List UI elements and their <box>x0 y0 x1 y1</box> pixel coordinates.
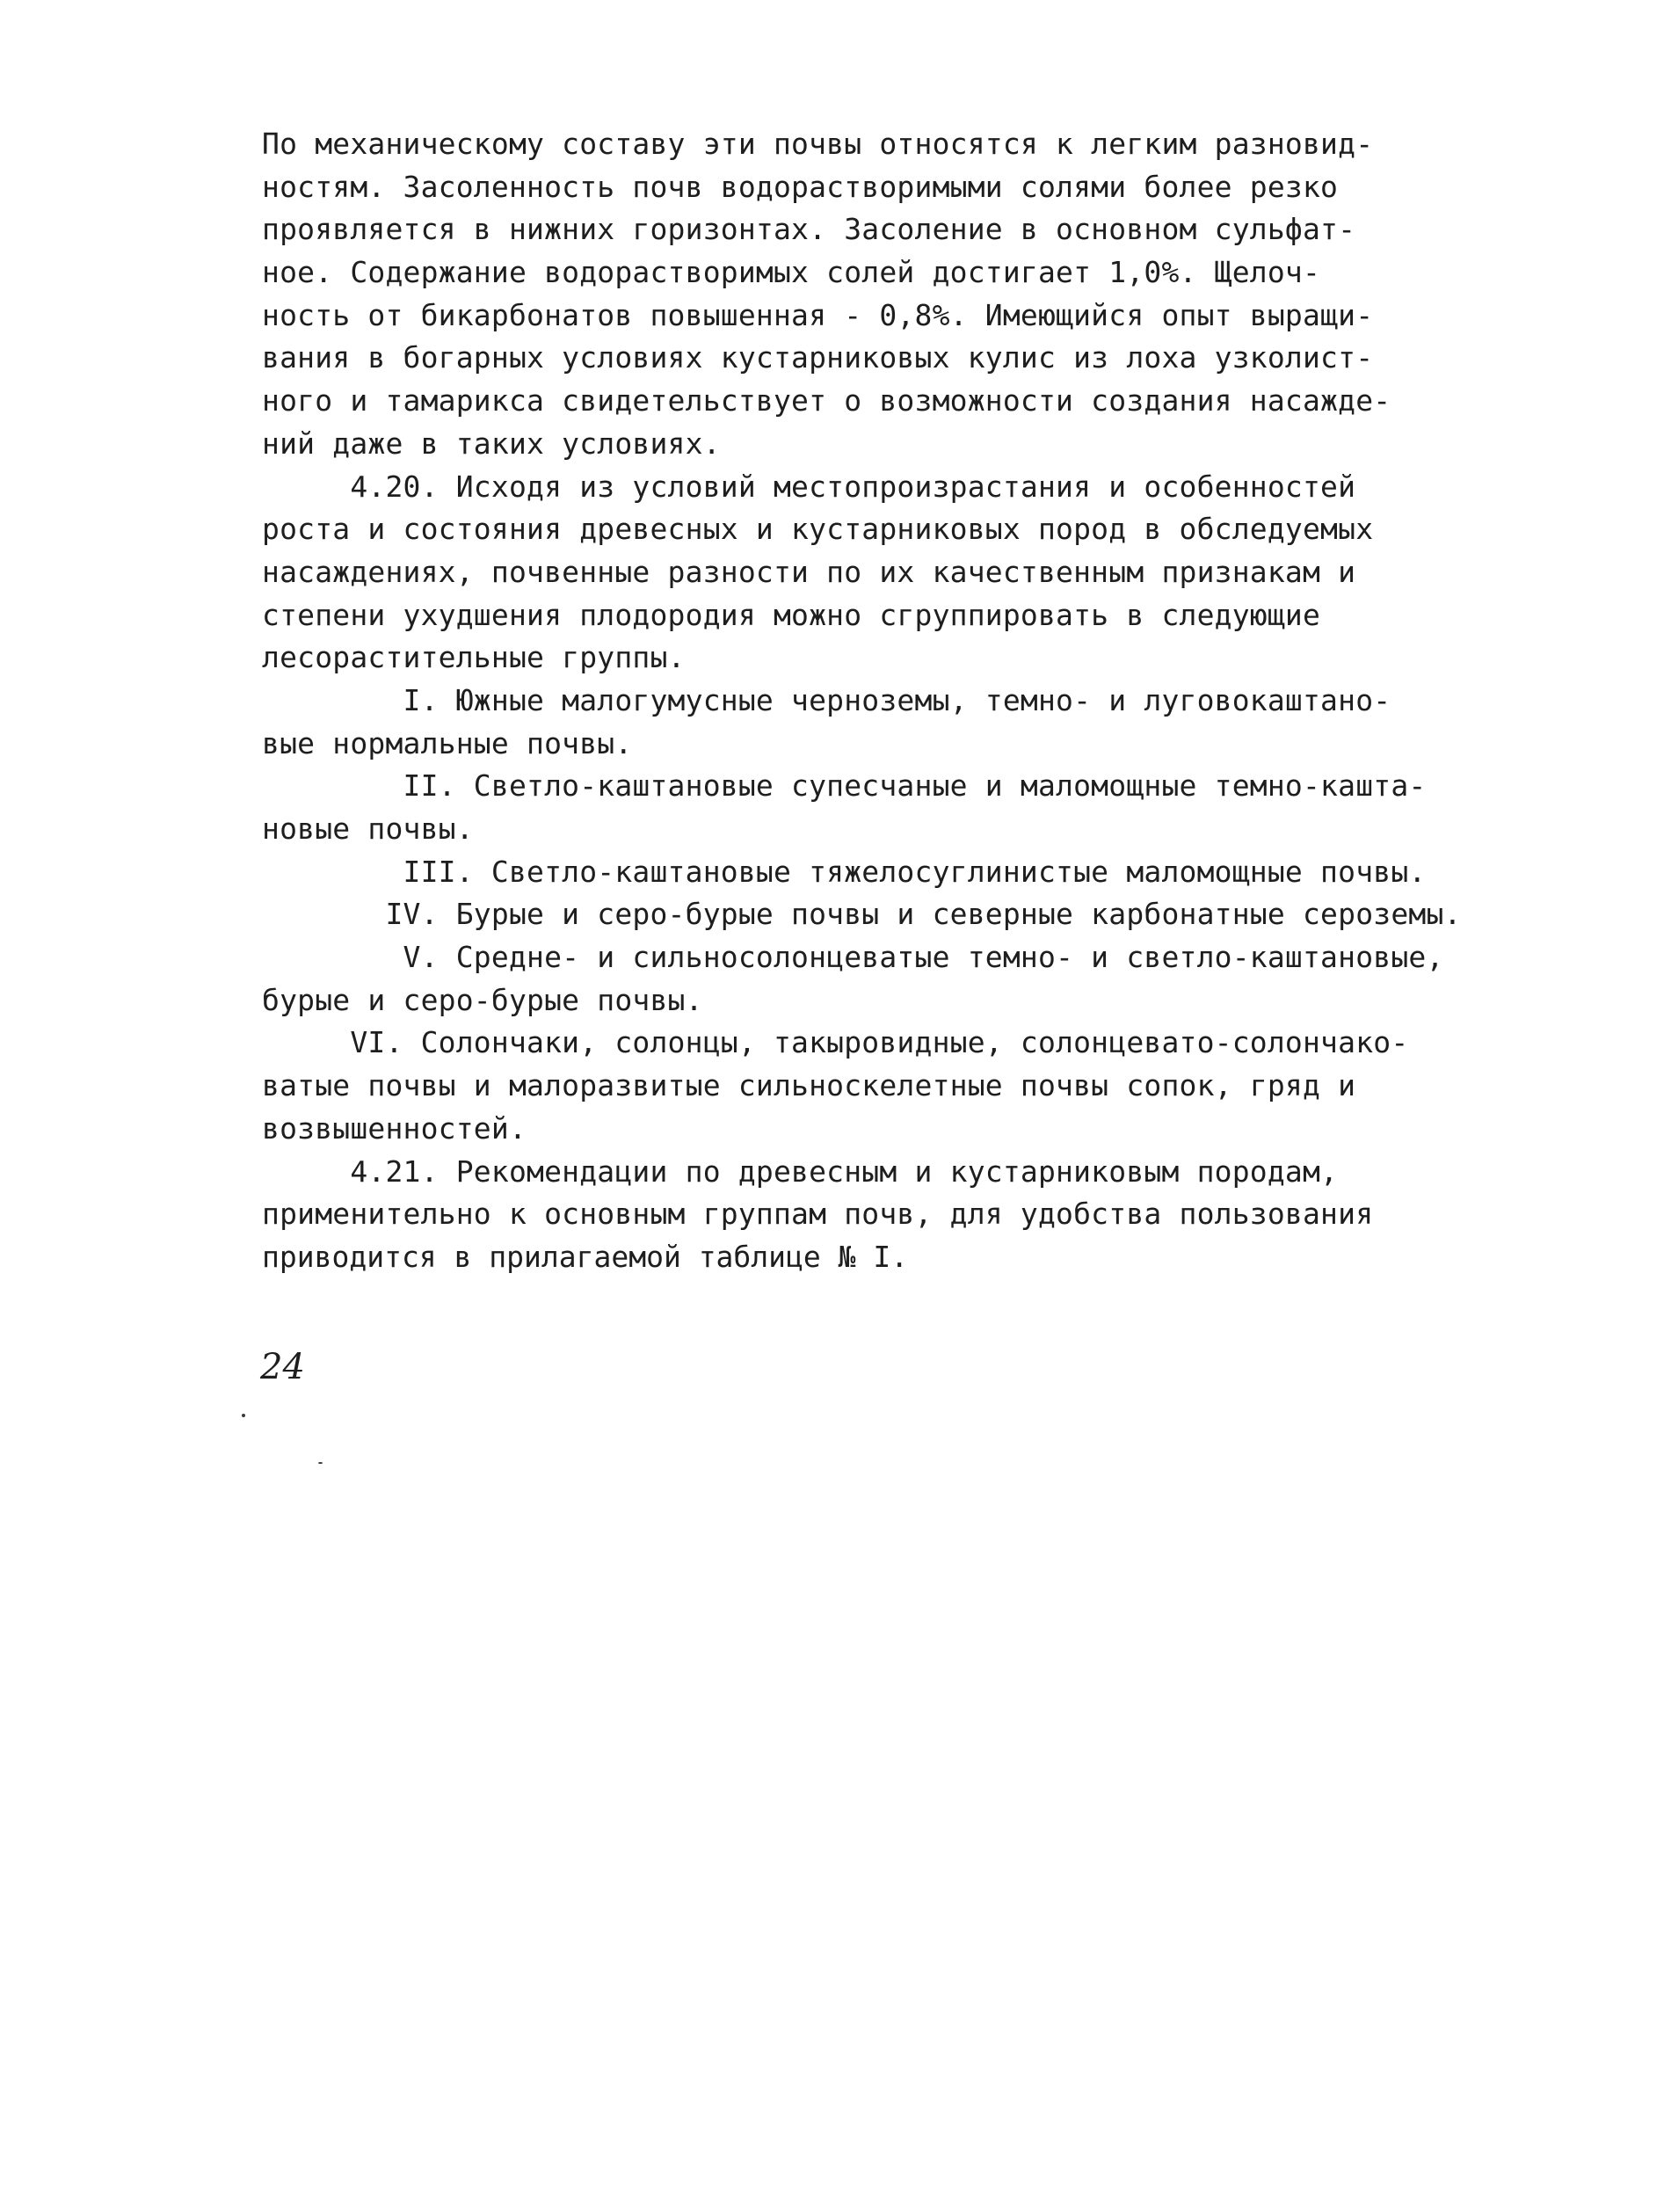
text-line: II. Светло-каштановые супесчаные и маломощные темно-кашта- <box>262 768 1427 804</box>
body-text <box>262 123 1462 1279</box>
text-line: 4.21. Рекомендации по древесным и кустарниковым породам, <box>262 1153 1339 1189</box>
page-number: 24 <box>260 1347 305 1387</box>
text-line: ний даже в таких условиях. <box>262 426 721 461</box>
text-line: бурые и серо-бурые почвы. <box>262 982 703 1017</box>
text-line: V. Средне- и сильносолонцеватые темно- и светло-каштановые, <box>262 940 1444 975</box>
text-line: приводится в прилагаемой таблице № I. <box>262 1239 909 1274</box>
text-line: лесорастительные группы. <box>262 640 686 675</box>
text-line: ного и тамарикса свидетельствует о возможности создания насажде- <box>262 383 1391 418</box>
text-line: III. Светло-каштановые тяжелосуглинистые маломощные почвы. <box>262 854 1427 889</box>
text-line: ватые почвы и малоразвитые сильноскелетные почвы сопок, гряд и <box>262 1068 1356 1103</box>
text-line: новые почвы. <box>262 811 474 846</box>
text-line: ность от бикарбонатов повышенная - 0,8%. Имеющийся опыт выращи- <box>262 297 1374 332</box>
text-line: вания в богарных условиях кустарниковых кулис из лоха узколист- <box>262 340 1374 375</box>
scan-speck <box>242 1414 245 1417</box>
text-line: IV. Бурые и серо-бурые почвы и северные карбонатные сероземы. <box>262 897 1462 932</box>
text-line: роста и состояния древесных и кустарниковых пород в обследуемых <box>262 512 1374 547</box>
text-line: По механическому составу эти почвы относятся к легким разновид- <box>262 127 1374 161</box>
text-line: проявляется в нижних горизонтах. Засоление в основном сульфат- <box>262 212 1356 247</box>
text-line: 4.20. Исходя из условий местопроизрастания и особенностей <box>262 469 1356 504</box>
text-line: ностям. Засоленность почв водорастворимыми солями более резко <box>262 169 1339 204</box>
text-line: возвышенностей. <box>262 1110 527 1146</box>
text-line: VI. Солончаки, солонцы, такыровидные, солонцевато-солончако- <box>262 1025 1409 1060</box>
scan-speck <box>318 1462 323 1464</box>
text-line: ное. Содержание водорастворимых солей достигает 1,0%. Щелоч- <box>262 255 1321 290</box>
text-line: I. Южные малогумусные черноземы, темно- и луговокаштано- <box>262 682 1391 717</box>
text-line: применительно к основным группам почв, для удобства пользования <box>262 1197 1374 1232</box>
text-line: степени ухудшения плодородия можно сгруппировать в следующие <box>262 597 1321 632</box>
text-line: вые нормальные почвы. <box>262 725 633 760</box>
text-line: насаждениях, почвенные разности по их качественным признакам и <box>262 554 1356 589</box>
